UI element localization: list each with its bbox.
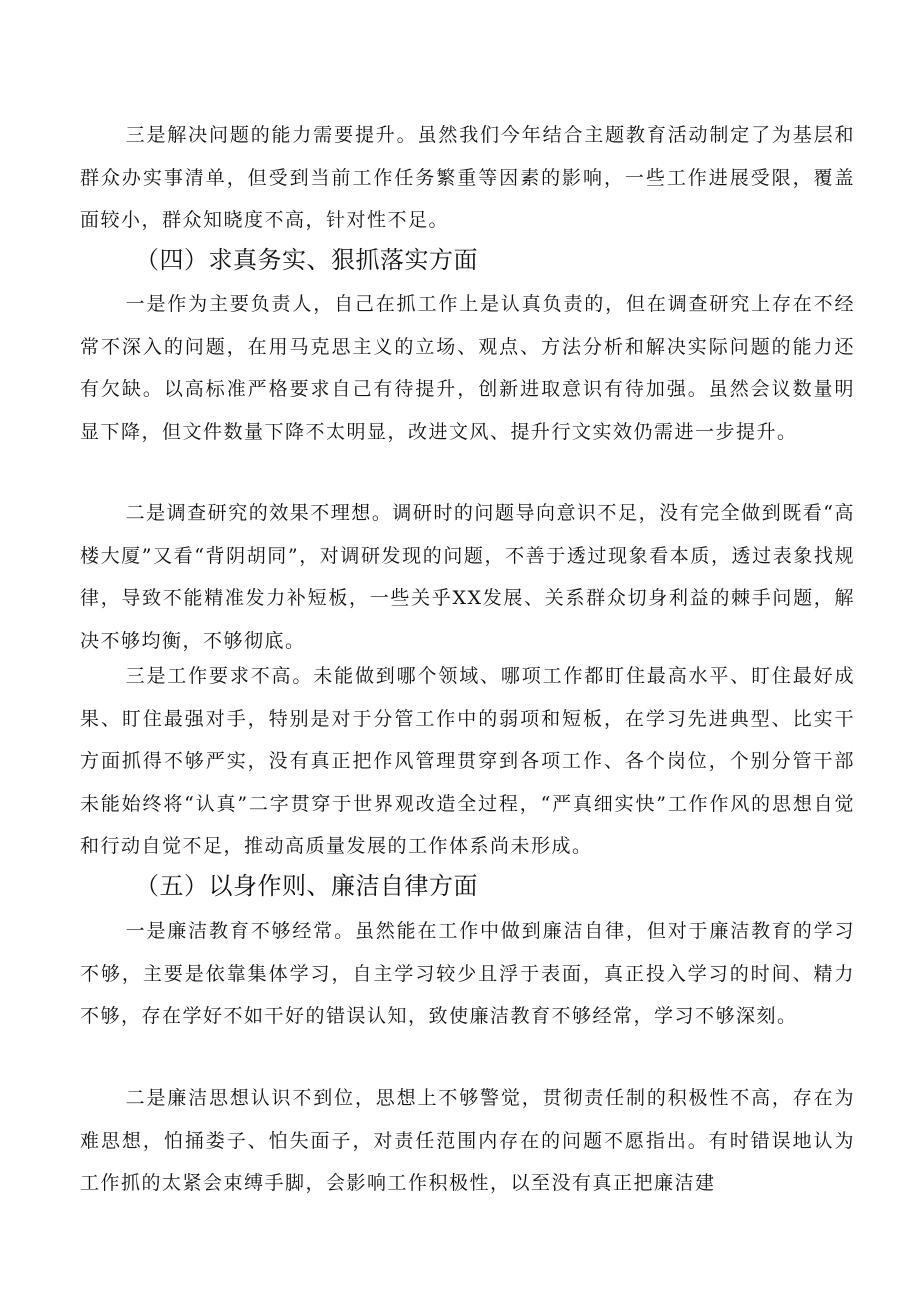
section-heading-4: （四）求真务实、狠抓落实方面 bbox=[135, 246, 478, 274]
section-heading-5: （五）以身作则、廉洁自律方面 bbox=[135, 872, 478, 900]
paragraph-research-effect: 二是调查研究的效果不理想。调研时的问题导向意识不足，没有完全做到既看“高楼大厦”又看“背阴胡同”，对调研发现的问题，不善于透过现象看本质，透过表象找规律，导致不能精准发力补短板，一些关乎XX发展、关系群众切身利益的棘手问题，解决不够均衡，不够彻底。 bbox=[80, 502, 855, 652]
paragraph-problem-solving: 三是解决问题的能力需要提升。虽然我们今年结合主题教育活动制定了为基层和群众办实事清单，但受到当前工作任务繁重等因素的影响，一些工作进展受限，覆盖面较小，群众知晓度不高，针对性不足。 bbox=[80, 124, 855, 231]
paragraph-integrity-education: 一是廉洁教育不够经常。虽然能在工作中做到廉洁自律，但对于廉洁教育的学习不够，主要是依靠集体学习，自主学习较少且浮于表面，真正投入学习的时间、精力不够，存在学好不如干好的错误认知，致使廉洁教育不够经常，学习不够深刻。 bbox=[80, 920, 855, 1027]
paragraph-integrity-awareness: 二是廉洁思想认识不到位，思想上不够警觉，贯彻责任制的积极性不高，存在为难思想，怕捅娄子、怕失面子，对责任范围内存在的问题不愿指出。有时错误地认为工作抓的太紧会束缚手脚，会影响工作积极性，以至没有真正把廉洁建 bbox=[80, 1087, 855, 1194]
paragraph-work-requirements: 三是工作要求不高。未能做到哪个领域、哪项工作都盯住最高水平、盯住最好成果、盯住最强对手，特别是对于分管工作中的弱项和短板，在学习先进典型、比实干方面抓得不够严实，没有真正把作风管理贯穿到各项工作、各个岗位，个别分管干部未能始终将“认真”二字贯穿于世界观改造全过程，“严真细实快”工作作风的思想自觉和行动自觉不足，推动高质量发展的工作体系尚未形成。 bbox=[80, 665, 855, 857]
paragraph-main-responsible: 一是作为主要负责人，自己在抓工作上是认真负责的，但在调查研究上存在不经常不深入的问题，在用马克思主义的立场、观点、方法分析和解决实际问题的能力还有欠缺。以高标准严格要求自己有待提升，创新进取意识有待加强。虽然会议数量明显下降，但文件数量下降不太明显，改进文风、提升行文实效仍需进一步提升。 bbox=[80, 293, 855, 443]
